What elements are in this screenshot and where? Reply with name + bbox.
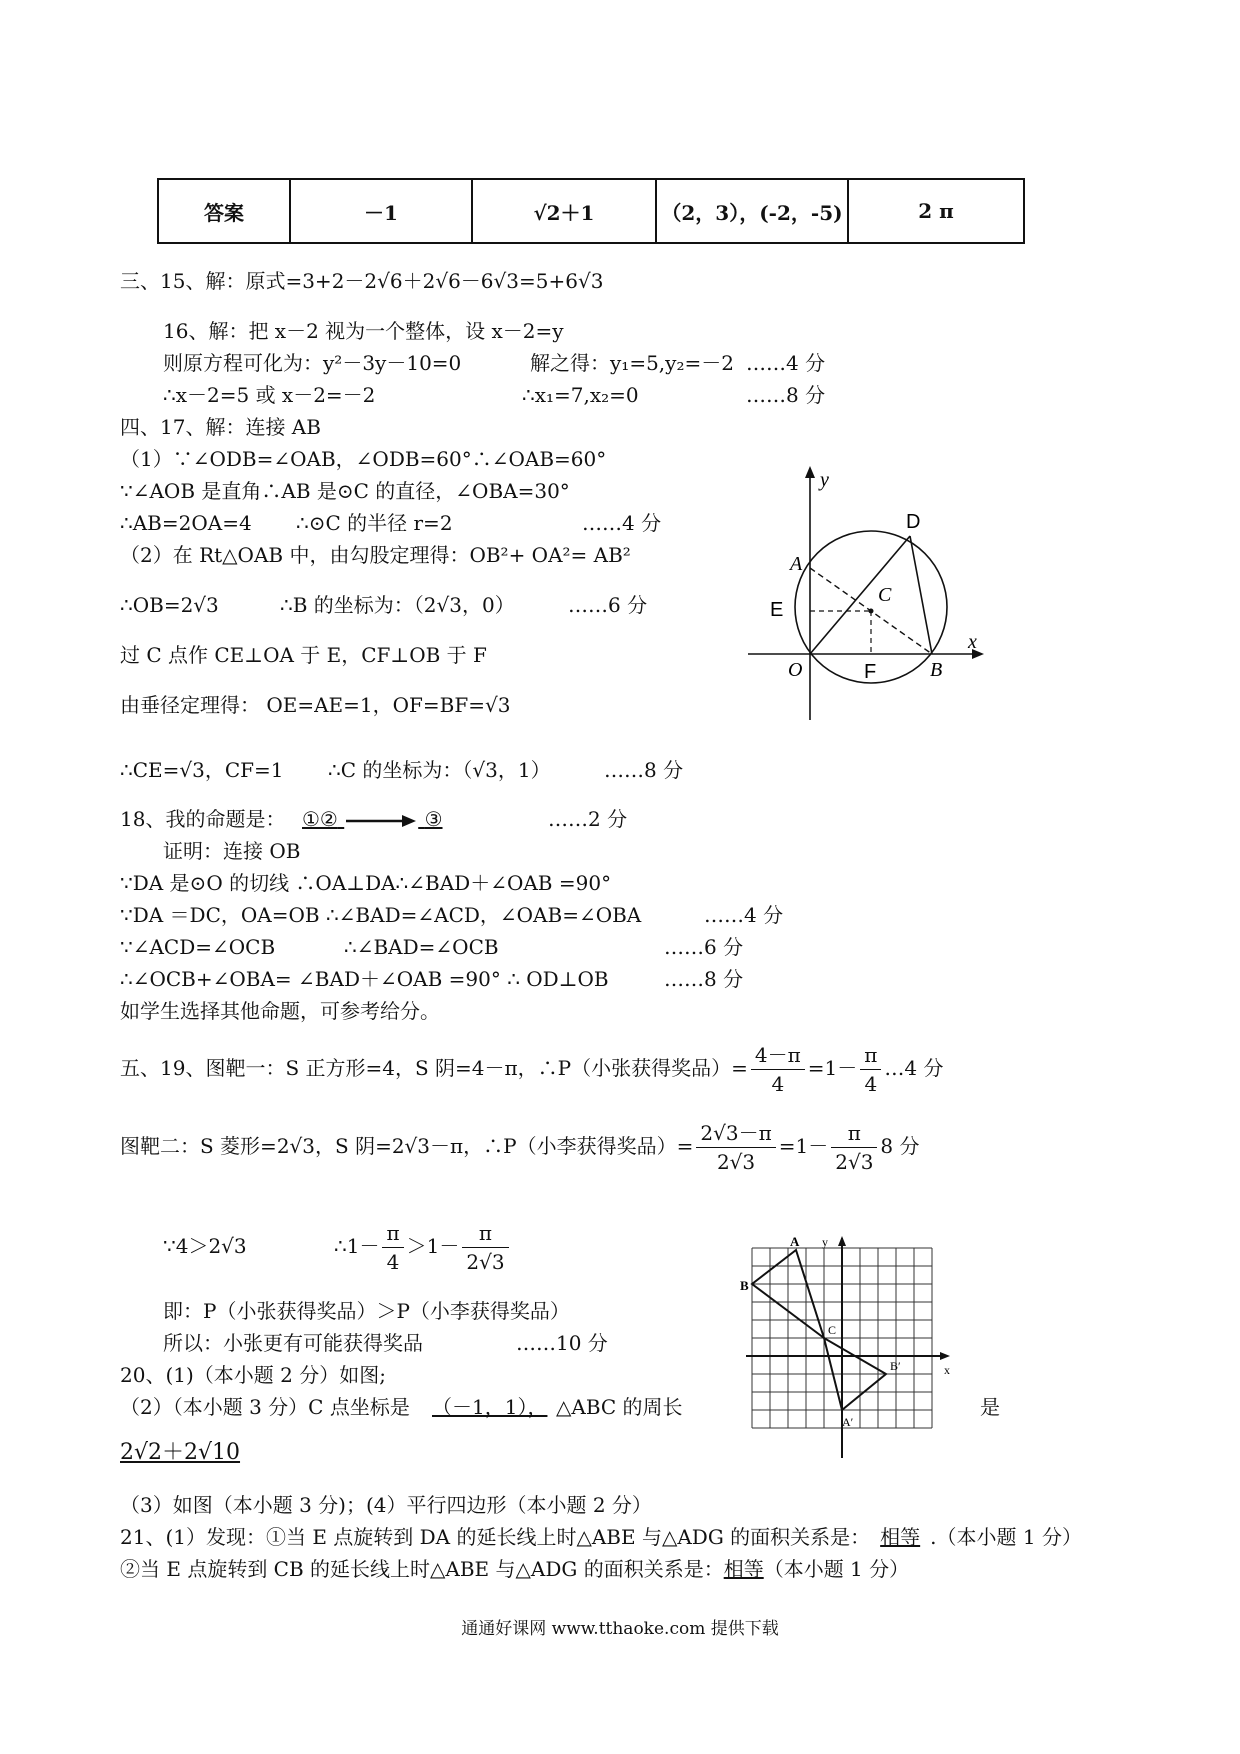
answer-cell-3: （2，3），(-2，-5) bbox=[656, 179, 848, 243]
label-o: O bbox=[788, 659, 803, 681]
fraction-4-minus-pi-over-4 bbox=[751, 1041, 805, 1098]
problem-19-line-2 bbox=[120, 1116, 920, 1176]
problem-16-line-3a: ∴x－2=5 或 x－2=－2 bbox=[163, 383, 376, 407]
grid-figure-x-arrow bbox=[940, 1352, 950, 1360]
problem-18-score-2: ……2 分 bbox=[548, 807, 628, 831]
problem-16-line-3b: ∴x₁=7,x₂=0 bbox=[522, 383, 639, 407]
answer-table bbox=[157, 178, 1025, 244]
problem-21-line-2 bbox=[120, 1556, 909, 1582]
perimeter-answer: 2√2＋2√10 bbox=[120, 1440, 241, 1465]
problem-21-line-2-text: ②当 E 点旋转到 CB 的延长线上时△ABE 与△ADG 的面积关系是： bbox=[120, 1557, 724, 1581]
label-e: E bbox=[770, 599, 784, 621]
problem-19-line-2-text: 图靶二：S 菱形=2√3，S 阴=2√3－π，∴P（小李获得奖品）= bbox=[120, 1134, 694, 1158]
problem-21-score-2: （本小题 1 分） bbox=[763, 1557, 910, 1581]
problem-18-note: 如学生选择其他命题，可参考给分。 bbox=[120, 999, 440, 1023]
problem-20-line-1: 20、(1)（本小题 2 分）如图; bbox=[120, 1363, 386, 1387]
fraction-pi-over-4 bbox=[382, 1219, 403, 1276]
label-a: A bbox=[790, 553, 803, 575]
page-footer: 通通好课网 www.tthaoke.com 提供下载 bbox=[461, 1619, 779, 1639]
center-point-c bbox=[869, 609, 874, 614]
problem-18-line-6a: ∴∠OCB+∠OBA= ∠BAD＋∠OAB =90° ∴ OD⊥OB bbox=[120, 967, 609, 991]
problem-17-line-1: 四、17、解：连接 AB bbox=[120, 415, 321, 439]
problem-19-line-4: 即：P（小张获得奖品）＞P（小李获得奖品） bbox=[163, 1299, 570, 1323]
fraction-denominator: 4 bbox=[771, 1072, 785, 1096]
fraction-pi-over-4 bbox=[860, 1041, 881, 1098]
problem-19-line-5a: 所以：小张更有可能获得奖品 bbox=[163, 1331, 423, 1355]
problem-18-line-5b: ∴∠BAD=∠OCB bbox=[344, 935, 499, 959]
grid-label-x: x bbox=[944, 1363, 950, 1377]
circle-figure bbox=[738, 464, 998, 726]
fraction-2root3-minus-pi-over-2root3 bbox=[696, 1119, 775, 1176]
problem-19-score-8: 8 分 bbox=[880, 1134, 920, 1158]
grid-label-b: B bbox=[740, 1278, 749, 1293]
fraction-denominator: 2√3 bbox=[835, 1150, 874, 1174]
chord-db bbox=[910, 536, 932, 654]
problem-19-score-4: …4 分 bbox=[884, 1056, 944, 1080]
chord-od bbox=[810, 536, 910, 654]
problem-20-line-2d: 是 bbox=[980, 1395, 1000, 1419]
circle-figure-y-arrow bbox=[805, 466, 815, 478]
problem-20-line-2c: △ABC 的周长 bbox=[556, 1395, 683, 1419]
label-d: D bbox=[906, 511, 921, 533]
fraction-numerator: 4－π bbox=[751, 1041, 805, 1070]
fraction-numerator: π bbox=[860, 1041, 881, 1070]
fraction-numerator: π bbox=[462, 1219, 508, 1248]
problem-17-score-4: ……4 分 bbox=[582, 511, 662, 535]
problem-17-line-9b: ∴C 的坐标为：（√3，1） bbox=[328, 758, 551, 782]
fraction-pi-over-2root3 bbox=[462, 1219, 508, 1276]
answer-equal-2: 相等 bbox=[723, 1557, 764, 1581]
grid-label-y: y bbox=[822, 1236, 828, 1249]
problem-17-line-9a: ∴CE=√3，CF=1 bbox=[120, 758, 284, 782]
problem-15-line: 三、15、解：原式=3+2－2√6＋2√6－6√3=5+6√3 bbox=[120, 269, 604, 293]
problem-16-line-2b: 解之得：y₁=5,y₂=－2 bbox=[530, 351, 734, 375]
equals-one-minus: =1－ bbox=[778, 1134, 829, 1158]
problem-17-line-6a: ∴OB=2√3 bbox=[120, 593, 219, 617]
problem-19-line-3a: ∵4＞2√3 bbox=[163, 1234, 247, 1258]
problem-18-line-4a: ∵DA ＝DC，OA=OB ∴∠BAD=∠ACD，∠OAB=∠OBA bbox=[120, 903, 642, 927]
problem-19-line-3b bbox=[334, 1216, 512, 1276]
fraction-pi-over-2root3 bbox=[831, 1119, 877, 1176]
c-coordinate-answer: （－1，1）， bbox=[432, 1395, 548, 1419]
proposition-answer bbox=[294, 806, 458, 832]
proposition-conclusion: ③ bbox=[424, 807, 443, 831]
problem-19-line-1 bbox=[120, 1038, 944, 1098]
greater-one-minus: ＞1－ bbox=[406, 1234, 460, 1258]
label-b: B bbox=[930, 659, 943, 681]
problem-20-line-2a: （2）（本小题 3 分）C 点坐标是 bbox=[120, 1395, 410, 1419]
problem-17-line-8: 由垂径定理得： OE=AE=1，OF=BF=√3 bbox=[120, 693, 511, 717]
grid-label-c: C bbox=[828, 1323, 837, 1337]
fraction-denominator: 2√3 bbox=[466, 1250, 505, 1274]
fraction-denominator: 4 bbox=[386, 1250, 400, 1274]
problem-20-line-3: （3）如图（本小题 3 分)；(4）平行四边形（本小题 2 分） bbox=[120, 1493, 652, 1517]
problem-19-score-10: ……10 分 bbox=[516, 1331, 608, 1355]
problem-18-line-1a: 18、我的命题是： bbox=[120, 807, 286, 831]
problem-16-score-8: ……8 分 bbox=[746, 383, 826, 407]
problem-18-line-5a: ∵∠ACD=∠OCB bbox=[120, 935, 276, 959]
problem-18-line-3: ∵DA 是⊙O 的切线 ∴OA⊥DA∴∠BAD＋∠OAB =90° bbox=[120, 871, 612, 895]
problem-17-line-3: ∵∠AOB 是直角∴AB 是⊙C 的直径，∠OBA=30° bbox=[120, 479, 570, 503]
problem-18-line-2: 证明：连接 OB bbox=[163, 839, 301, 863]
fraction-numerator: π bbox=[831, 1119, 877, 1148]
fraction-numerator: 2√3－π bbox=[696, 1119, 775, 1148]
fraction-denominator: 2√3 bbox=[716, 1150, 756, 1174]
grid-figure bbox=[738, 1236, 958, 1462]
fraction-numerator: π bbox=[382, 1219, 403, 1248]
problem-16-line-1: 16、解：把 x－2 视为一个整体，设 x－2=y bbox=[163, 319, 564, 343]
problem-19-line-1-text: 五、19、图靶一：S 正方形=4，S 阴=4－π，∴P（小张获得奖品）= bbox=[120, 1056, 748, 1080]
answer-cell-2: √2＋1 bbox=[472, 179, 656, 243]
problem-16-score-4: ……4 分 bbox=[746, 351, 826, 375]
problem-17-line-7: 过 C 点作 CE⊥OA 于 E，CF⊥OB 于 F bbox=[120, 643, 487, 667]
grid-label-a: A bbox=[790, 1236, 800, 1249]
equals-one-minus: =1－ bbox=[807, 1056, 858, 1080]
fraction-denominator: 4 bbox=[864, 1072, 878, 1096]
problem-18-score-6: ……6 分 bbox=[664, 935, 744, 959]
problem-18-score-8: ……8 分 bbox=[664, 967, 744, 991]
problem-18-score-4: ……4 分 bbox=[704, 903, 784, 927]
problem-17-line-6b: ∴B 的坐标为：（2√3，0） bbox=[280, 593, 515, 617]
problem-17-score-8: ……8 分 bbox=[604, 758, 684, 782]
answer-header: 答案 bbox=[158, 179, 290, 243]
label-x: x bbox=[968, 631, 977, 653]
answer-cell-1: －1 bbox=[290, 179, 472, 243]
proposition-premises: ①② bbox=[302, 807, 338, 831]
label-c: C bbox=[878, 584, 892, 606]
grid-label-b-prime: B′ bbox=[890, 1359, 901, 1373]
answer-table-row bbox=[158, 179, 1024, 243]
problem-17-score-6: ……6 分 bbox=[568, 593, 648, 617]
problem-16-line-2a: 则原方程可化为：y²－3y－10=0 bbox=[163, 351, 462, 375]
therefore-one-minus: ∴1－ bbox=[334, 1234, 380, 1258]
problem-17-line-4b: ∴⊙C 的半径 r=2 bbox=[296, 511, 453, 535]
arrow-icon bbox=[344, 814, 418, 828]
problem-21-line-1 bbox=[120, 1524, 1082, 1550]
problem-21-line-1-text: 21、(1）发现：①当 E 点旋转到 DA 的延长线上时△ABE 与△ADG 的面积关系是： bbox=[120, 1525, 871, 1549]
label-f: F bbox=[864, 661, 877, 683]
problem-17-line-5: （2）在 Rt△OAB 中，由勾股定理得：OB²+ OA²= AB² bbox=[120, 543, 631, 567]
answer-cell-4: 2 π bbox=[848, 179, 1024, 243]
grid-label-a-prime: A′ bbox=[842, 1415, 854, 1429]
answer-equal-1: 相等 bbox=[880, 1525, 921, 1549]
grid-figure-y-arrow bbox=[838, 1236, 846, 1246]
problem-21-score-1: .（本小题 1 分） bbox=[930, 1525, 1082, 1549]
problem-17-line-4a: ∴AB=2OA=4 bbox=[120, 511, 252, 535]
problem-17-line-2: （1）∵∠ODB=∠OAB，∠ODB=60°∴∠OAB=60° bbox=[120, 447, 607, 471]
label-y: y bbox=[820, 469, 829, 491]
